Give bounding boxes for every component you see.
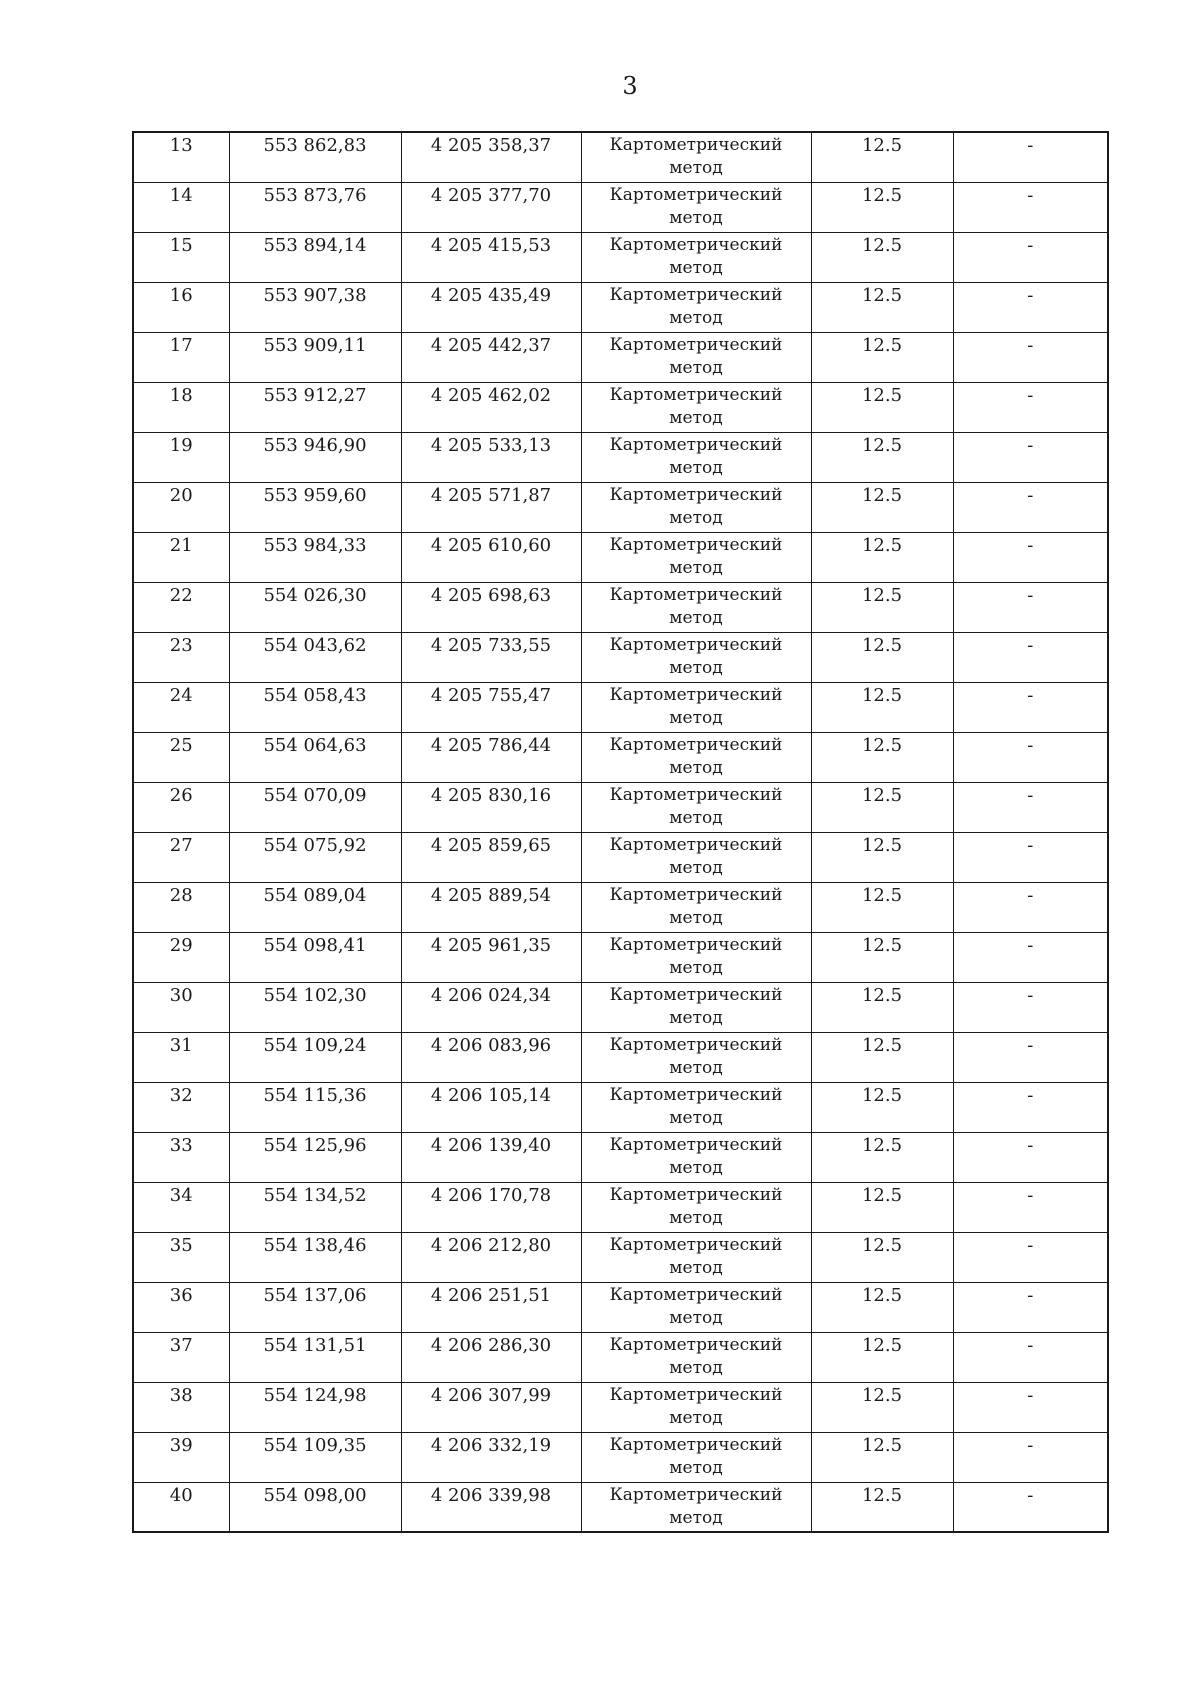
note-cell: -: [953, 682, 1108, 732]
note-cell: -: [953, 532, 1108, 582]
note-cell: -: [953, 232, 1108, 282]
method-cell: Картометрический метод: [581, 1332, 811, 1382]
y-coordinate-cell: 4 206 286,30: [401, 1332, 581, 1382]
table-row: [133, 382, 1108, 432]
point-number-cell: 34: [133, 1182, 229, 1232]
x-coordinate-cell: 553 912,27: [229, 382, 401, 432]
precision-cell: 12.5: [811, 1232, 953, 1282]
precision-cell: 12.5: [811, 1182, 953, 1232]
method-cell: Картометрический метод: [581, 232, 811, 282]
x-coordinate-cell: 554 070,09: [229, 782, 401, 832]
table-row: [133, 1232, 1108, 1282]
point-number-cell: 28: [133, 882, 229, 932]
precision-cell: 12.5: [811, 1432, 953, 1482]
y-coordinate-cell: 4 206 307,99: [401, 1382, 581, 1432]
table-row: [133, 132, 1108, 182]
precision-cell: 12.5: [811, 1332, 953, 1382]
x-coordinate-cell: 554 131,51: [229, 1332, 401, 1382]
x-coordinate-cell: 554 075,92: [229, 832, 401, 882]
table-row: [133, 282, 1108, 332]
point-number-cell: 17: [133, 332, 229, 382]
note-cell: -: [953, 482, 1108, 532]
table-row: [133, 532, 1108, 582]
x-coordinate-cell: 553 873,76: [229, 182, 401, 232]
method-cell: Картометрический метод: [581, 1432, 811, 1482]
table-row: [133, 1182, 1108, 1232]
table-row: [133, 1282, 1108, 1332]
y-coordinate-cell: 4 205 755,47: [401, 682, 581, 732]
coordinates-table: [132, 131, 1109, 1533]
precision-cell: 12.5: [811, 1282, 953, 1332]
point-number-cell: 39: [133, 1432, 229, 1482]
x-coordinate-cell: 553 862,83: [229, 132, 401, 182]
point-number-cell: 30: [133, 982, 229, 1032]
note-cell: -: [953, 632, 1108, 682]
x-coordinate-cell: 553 959,60: [229, 482, 401, 532]
y-coordinate-cell: 4 206 170,78: [401, 1182, 581, 1232]
point-number-cell: 37: [133, 1332, 229, 1382]
y-coordinate-cell: 4 205 415,53: [401, 232, 581, 282]
point-number-cell: 21: [133, 532, 229, 582]
table-row: [133, 832, 1108, 882]
x-coordinate-cell: 554 124,98: [229, 1382, 401, 1432]
note-cell: -: [953, 782, 1108, 832]
method-cell: Картометрический метод: [581, 432, 811, 482]
y-coordinate-cell: 4 206 332,19: [401, 1432, 581, 1482]
coordinates-table-body: [133, 132, 1108, 1532]
x-coordinate-cell: 553 909,11: [229, 332, 401, 382]
precision-cell: 12.5: [811, 532, 953, 582]
note-cell: -: [953, 932, 1108, 982]
precision-cell: 12.5: [811, 782, 953, 832]
x-coordinate-cell: 554 109,24: [229, 1032, 401, 1082]
point-number-cell: 38: [133, 1382, 229, 1432]
table-row: [133, 1382, 1108, 1432]
method-cell: Картометрический метод: [581, 1132, 811, 1182]
x-coordinate-cell: 554 026,30: [229, 582, 401, 632]
table-row: [133, 232, 1108, 282]
precision-cell: 12.5: [811, 382, 953, 432]
point-number-cell: 27: [133, 832, 229, 882]
note-cell: -: [953, 1082, 1108, 1132]
x-coordinate-cell: 554 137,06: [229, 1282, 401, 1332]
y-coordinate-cell: 4 206 139,40: [401, 1132, 581, 1182]
point-number-cell: 32: [133, 1082, 229, 1132]
note-cell: -: [953, 182, 1108, 232]
table-row: [133, 1032, 1108, 1082]
point-number-cell: 16: [133, 282, 229, 332]
table-row: [133, 682, 1108, 732]
note-cell: -: [953, 1432, 1108, 1482]
method-cell: Картометрический метод: [581, 1482, 811, 1532]
note-cell: -: [953, 1032, 1108, 1082]
x-coordinate-cell: 554 125,96: [229, 1132, 401, 1182]
x-coordinate-cell: 553 894,14: [229, 232, 401, 282]
point-number-cell: 13: [133, 132, 229, 182]
method-cell: Картометрический метод: [581, 132, 811, 182]
precision-cell: 12.5: [811, 432, 953, 482]
x-coordinate-cell: 553 946,90: [229, 432, 401, 482]
x-coordinate-cell: 554 138,46: [229, 1232, 401, 1282]
method-cell: Картометрический метод: [581, 832, 811, 882]
note-cell: -: [953, 1182, 1108, 1232]
y-coordinate-cell: 4 205 698,63: [401, 582, 581, 632]
y-coordinate-cell: 4 205 961,35: [401, 932, 581, 982]
x-coordinate-cell: 554 043,62: [229, 632, 401, 682]
point-number-cell: 35: [133, 1232, 229, 1282]
method-cell: Картометрический метод: [581, 182, 811, 232]
note-cell: -: [953, 582, 1108, 632]
note-cell: -: [953, 1232, 1108, 1282]
method-cell: Картометрический метод: [581, 732, 811, 782]
point-number-cell: 31: [133, 1032, 229, 1082]
method-cell: Картометрический метод: [581, 882, 811, 932]
method-cell: Картометрический метод: [581, 782, 811, 832]
point-number-cell: 14: [133, 182, 229, 232]
page-number: 3: [622, 72, 638, 100]
precision-cell: 12.5: [811, 132, 953, 182]
point-number-cell: 19: [133, 432, 229, 482]
note-cell: -: [953, 1482, 1108, 1532]
precision-cell: 12.5: [811, 1132, 953, 1182]
table-row: [133, 632, 1108, 682]
table-row: [133, 1132, 1108, 1182]
y-coordinate-cell: 4 206 024,34: [401, 982, 581, 1032]
y-coordinate-cell: 4 206 251,51: [401, 1282, 581, 1332]
y-coordinate-cell: 4 205 435,49: [401, 282, 581, 332]
x-coordinate-cell: 554 098,00: [229, 1482, 401, 1532]
method-cell: Картометрический метод: [581, 482, 811, 532]
y-coordinate-cell: 4 206 339,98: [401, 1482, 581, 1532]
point-number-cell: 36: [133, 1282, 229, 1332]
method-cell: Картометрический метод: [581, 1082, 811, 1132]
precision-cell: 12.5: [811, 332, 953, 382]
note-cell: -: [953, 832, 1108, 882]
y-coordinate-cell: 4 205 733,55: [401, 632, 581, 682]
table-row: [133, 482, 1108, 532]
point-number-cell: 23: [133, 632, 229, 682]
table-row: [133, 782, 1108, 832]
precision-cell: 12.5: [811, 1482, 953, 1532]
note-cell: -: [953, 382, 1108, 432]
point-number-cell: 20: [133, 482, 229, 532]
method-cell: Картометрический метод: [581, 682, 811, 732]
y-coordinate-cell: 4 205 889,54: [401, 882, 581, 932]
table-row: [133, 882, 1108, 932]
point-number-cell: 24: [133, 682, 229, 732]
precision-cell: 12.5: [811, 882, 953, 932]
precision-cell: 12.5: [811, 1082, 953, 1132]
table-row: [133, 1332, 1108, 1382]
table-row: [133, 432, 1108, 482]
method-cell: Картометрический метод: [581, 1282, 811, 1332]
method-cell: Картометрический метод: [581, 632, 811, 682]
precision-cell: 12.5: [811, 582, 953, 632]
table-row: [133, 732, 1108, 782]
precision-cell: 12.5: [811, 982, 953, 1032]
method-cell: Картометрический метод: [581, 982, 811, 1032]
y-coordinate-cell: 4 205 571,87: [401, 482, 581, 532]
y-coordinate-cell: 4 205 462,02: [401, 382, 581, 432]
precision-cell: 12.5: [811, 182, 953, 232]
method-cell: Картометрический метод: [581, 332, 811, 382]
x-coordinate-cell: 553 984,33: [229, 532, 401, 582]
y-coordinate-cell: 4 205 442,37: [401, 332, 581, 382]
x-coordinate-cell: 554 089,04: [229, 882, 401, 932]
method-cell: Картометрический метод: [581, 1032, 811, 1082]
y-coordinate-cell: 4 205 830,16: [401, 782, 581, 832]
x-coordinate-cell: 554 134,52: [229, 1182, 401, 1232]
note-cell: -: [953, 332, 1108, 382]
method-cell: Картометрический метод: [581, 1182, 811, 1232]
table-row: [133, 582, 1108, 632]
note-cell: -: [953, 1282, 1108, 1332]
x-coordinate-cell: 554 064,63: [229, 732, 401, 782]
y-coordinate-cell: 4 206 083,96: [401, 1032, 581, 1082]
y-coordinate-cell: 4 205 786,44: [401, 732, 581, 782]
y-coordinate-cell: 4 205 533,13: [401, 432, 581, 482]
table-row: [133, 332, 1108, 382]
table-row: [133, 1432, 1108, 1482]
method-cell: Картометрический метод: [581, 532, 811, 582]
method-cell: Картометрический метод: [581, 1382, 811, 1432]
method-cell: Картометрический метод: [581, 282, 811, 332]
method-cell: Картометрический метод: [581, 1232, 811, 1282]
note-cell: -: [953, 1382, 1108, 1432]
method-cell: Картометрический метод: [581, 382, 811, 432]
y-coordinate-cell: 4 205 610,60: [401, 532, 581, 582]
y-coordinate-cell: 4 205 377,70: [401, 182, 581, 232]
x-coordinate-cell: 554 109,35: [229, 1432, 401, 1482]
precision-cell: 12.5: [811, 682, 953, 732]
point-number-cell: 25: [133, 732, 229, 782]
precision-cell: 12.5: [811, 1032, 953, 1082]
method-cell: Картометрический метод: [581, 582, 811, 632]
note-cell: -: [953, 132, 1108, 182]
x-coordinate-cell: 554 115,36: [229, 1082, 401, 1132]
precision-cell: 12.5: [811, 482, 953, 532]
table-row: [133, 182, 1108, 232]
precision-cell: 12.5: [811, 232, 953, 282]
point-number-cell: 40: [133, 1482, 229, 1532]
precision-cell: 12.5: [811, 632, 953, 682]
y-coordinate-cell: 4 206 212,80: [401, 1232, 581, 1282]
point-number-cell: 18: [133, 382, 229, 432]
point-number-cell: 22: [133, 582, 229, 632]
x-coordinate-cell: 554 098,41: [229, 932, 401, 982]
note-cell: -: [953, 982, 1108, 1032]
note-cell: -: [953, 1332, 1108, 1382]
note-cell: -: [953, 1132, 1108, 1182]
y-coordinate-cell: 4 205 358,37: [401, 132, 581, 182]
y-coordinate-cell: 4 206 105,14: [401, 1082, 581, 1132]
precision-cell: 12.5: [811, 1382, 953, 1432]
point-number-cell: 33: [133, 1132, 229, 1182]
precision-cell: 12.5: [811, 932, 953, 982]
note-cell: -: [953, 282, 1108, 332]
y-coordinate-cell: 4 205 859,65: [401, 832, 581, 882]
note-cell: -: [953, 432, 1108, 482]
table-row: [133, 932, 1108, 982]
precision-cell: 12.5: [811, 732, 953, 782]
table-row: [133, 982, 1108, 1032]
point-number-cell: 29: [133, 932, 229, 982]
x-coordinate-cell: 554 058,43: [229, 682, 401, 732]
point-number-cell: 15: [133, 232, 229, 282]
x-coordinate-cell: 554 102,30: [229, 982, 401, 1032]
note-cell: -: [953, 732, 1108, 782]
precision-cell: 12.5: [811, 282, 953, 332]
note-cell: -: [953, 882, 1108, 932]
table-row: [133, 1482, 1108, 1532]
x-coordinate-cell: 553 907,38: [229, 282, 401, 332]
method-cell: Картометрический метод: [581, 932, 811, 982]
point-number-cell: 26: [133, 782, 229, 832]
precision-cell: 12.5: [811, 832, 953, 882]
table-row: [133, 1082, 1108, 1132]
